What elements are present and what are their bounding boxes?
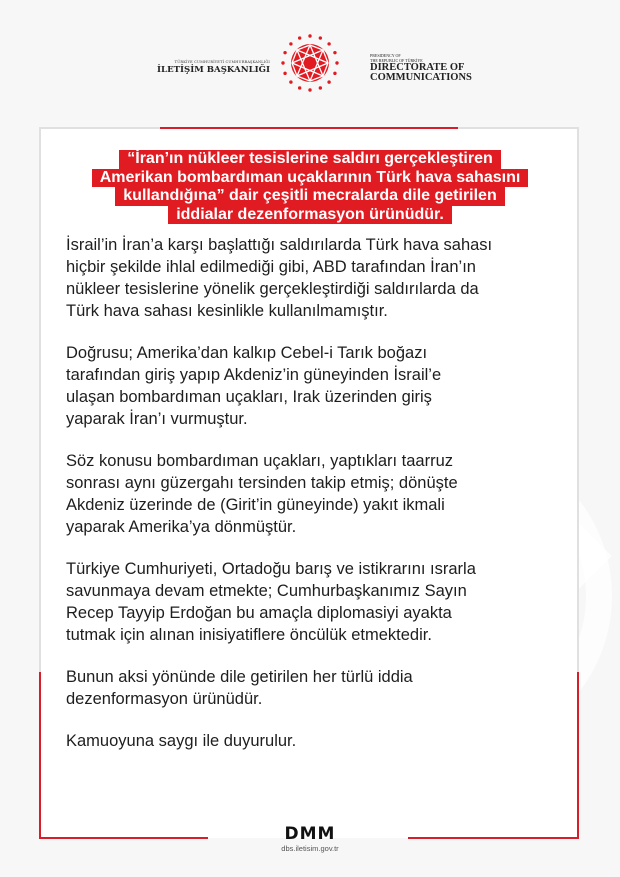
frame-bottom-left-accent (39, 837, 208, 839)
headline (40, 150, 580, 224)
en-logo-subtitle-1: PRESIDENCY OF (370, 53, 401, 58)
headline-line: kullandığına” dair çeşitli mecralarda dile getirilen (115, 187, 504, 206)
star-icon (283, 51, 286, 54)
en-logo-title-1: DIRECTORATE OF (370, 62, 465, 73)
star-icon (283, 72, 286, 75)
en-logo-title-2: COMMUNICATIONS (370, 72, 472, 83)
headline-line: Amerikan bombardıman uçaklarının Türk hava sahasını (92, 169, 529, 188)
en-logo-subtitle-2: THE REPUBLIC OF TÜRKİYE (370, 57, 423, 63)
paragraph: Türkiye Cumhuriyeti, Ortadoğu barış ve istikrarını ısrarla savunmaya devam etmekte; Cumhurbaşkanımız Sayın Recep Tayyip Erdoğan bu amaçla diplomasiyi ayakta tutmak için alınan inisiyatiflere öncülük etmektedir. (66, 560, 476, 644)
star-icon (333, 72, 336, 75)
headline-line: “İran’ın nükleer tesislerine saldırı gerçekleştiren (119, 150, 501, 169)
header (0, 30, 620, 110)
emblem-icon (279, 32, 341, 94)
star-icon (308, 88, 311, 91)
paragraph: Söz konusu bombardıman uçakları, yaptıkları taarruz sonrası aynı güzergahı tersinden takip etmiş; dönüşte Akdeniz üzerinde de (Girit’in güneyinde) yakıt ikmali yaparak Amerika’ya dönmüştür. (66, 452, 458, 536)
frame-bottom-right-accent (408, 837, 579, 839)
star-icon (298, 36, 301, 39)
footer-url[interactable]: dbs.iletisim.gov.tr (281, 844, 339, 853)
paragraph: Doğrusu; Amerika’dan kalkıp Cebel-i Tarık boğazı tarafından giriş yapıp Akdeniz’in güneyinden İsrail’e ulaşan bombardıman uçakları, Irak üzerinden giriş yaparak İran’ı vurmuştur. (66, 344, 442, 428)
en-logo (370, 54, 480, 83)
footer (250, 826, 370, 853)
star-icon (298, 86, 301, 89)
star-icon (281, 61, 284, 64)
star-icon (289, 42, 292, 45)
frame-left-accent (39, 672, 41, 839)
frame-right-accent (577, 672, 579, 839)
paragraph: İsrail’in İran’a karşı başlattığı saldırılarda Türk hava sahası hiçbir şekilde ihlal edilmediği gibi, ABD tarafından İran’ın nükleer tesislerine yönelik gerçekleştirdiği saldırılarda da Türk hava sahası kesinlikle kullanılmamıştır. (66, 236, 493, 320)
tr-logo-title: İLETİŞİM BAŞKANLIĞI (157, 65, 270, 75)
star-icon (327, 42, 330, 45)
tr-logo-subtitle: TÜRKİYE CUMHURİYETİ CUMHURBAŞKANLIĞI (174, 60, 270, 64)
statement-body (66, 234, 566, 772)
star-icon (319, 86, 322, 89)
star-icon (333, 51, 336, 54)
headline-line: iddialar dezenformasyon ürünüdür. (168, 206, 452, 225)
paragraph: Kamuoyuna saygı ile duyurulur. (66, 732, 297, 750)
dmm-logo: DMM (284, 824, 336, 844)
star-icon (289, 80, 292, 83)
star-icon (335, 61, 338, 64)
paragraph: Bunun aksi yönünde dile getirilen her türlü iddia dezenformasyon ürünüdür. (66, 668, 413, 708)
star-icon (319, 36, 322, 39)
star-icon (308, 34, 311, 37)
frame-top-accent (160, 127, 458, 129)
star-icon (327, 80, 330, 83)
tr-logo (150, 60, 270, 75)
